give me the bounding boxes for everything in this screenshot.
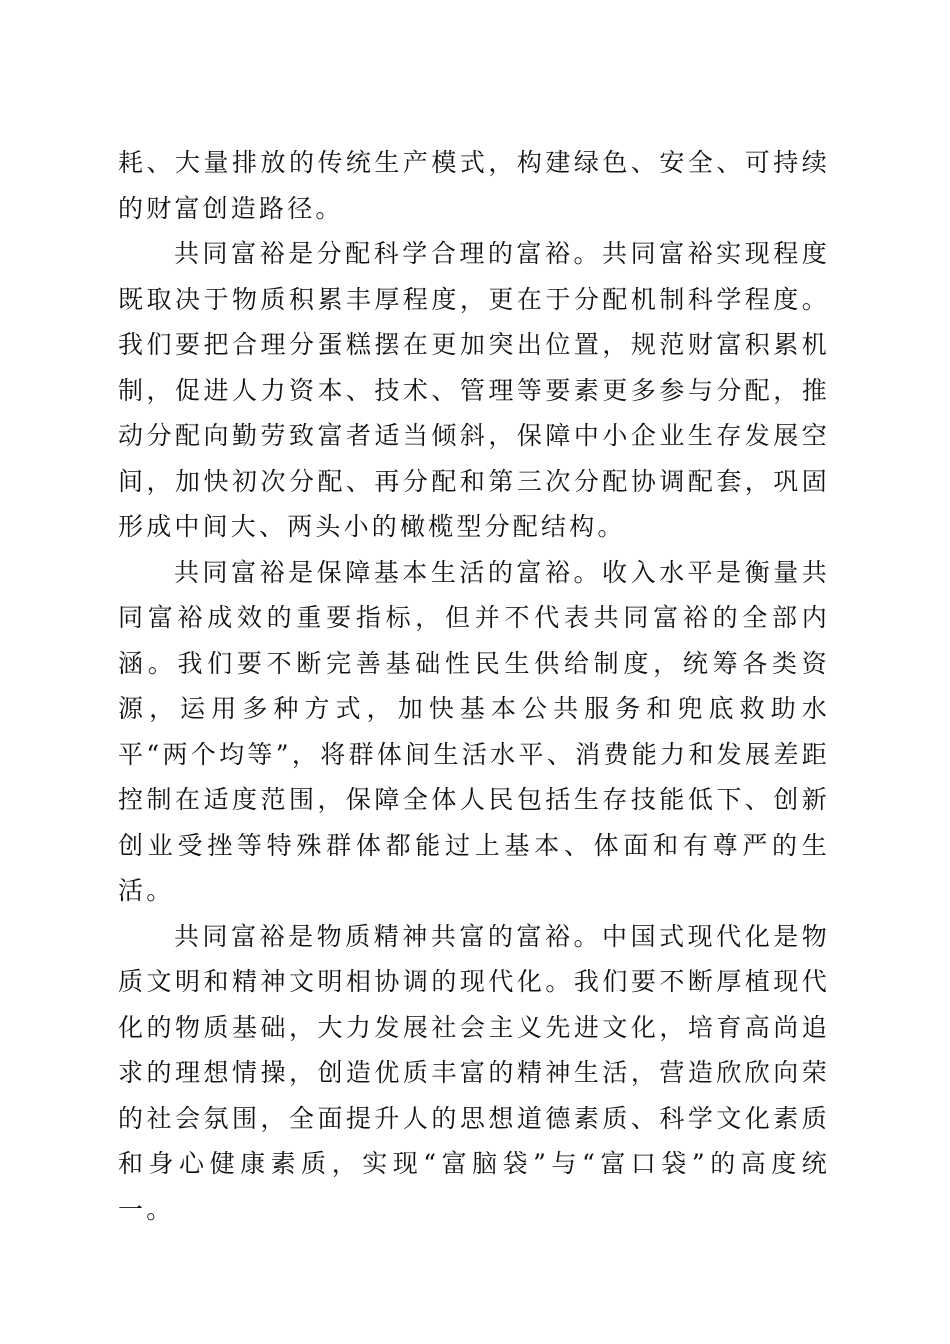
paragraph-continuation: 耗、大量排放的传统生产模式，构建绿色、安全、可持续的财富创造路径。 xyxy=(118,148,830,223)
paragraph-distribution: 共同富裕是分配科学合理的富裕。共同富裕实现程度既取决于物质积累丰厚程度，更在于分配机制科学程度。我们要把合理分蛋糕摆在更加突出位置，规范财富积累机制，促进人力资本、技术、管理等要素更多参与分配，推动分配向勤劳致富者适当倾斜，保障中小企业生存发展空间，加快初次分配、再分配和第三次分配协调配套，巩固形成中间大、两头小的橄榄型分配结构。 xyxy=(118,239,830,541)
document-body xyxy=(118,140,830,1232)
paragraph-material-spiritual: 共同富裕是物质精神共富的富裕。中国式现代化是物质文明和精神文明相协调的现代化。我们要不断厚植现代化的物质基础，大力发展社会主义先进文化，培育高尚追求的理想情操，创造优质丰富的精神生活，营造欣欣向荣的社会氛围，全面提升人的思想道德素质、科学文化素质和身心健康素质，实现“富脑袋”与“富口袋”的高度统一。 xyxy=(118,921,830,1224)
paragraph-basic-living: 共同富裕是保障基本生活的富裕。收入水平是衡量共同富裕成效的重要指标，但并不代表共同富裕的全部内涵。我们要不断完善基础性民生供给制度，统筹各类资源，运用多种方式，加快基本公共服务和兜底救助水平“两个均等”，将群体间生活水平、消费能力和发展差距控制在适度范围，保障全体人民包括生存技能低下、创新创业受挫等特殊群体都能过上基本、体面和有尊严的生活。 xyxy=(118,557,830,905)
